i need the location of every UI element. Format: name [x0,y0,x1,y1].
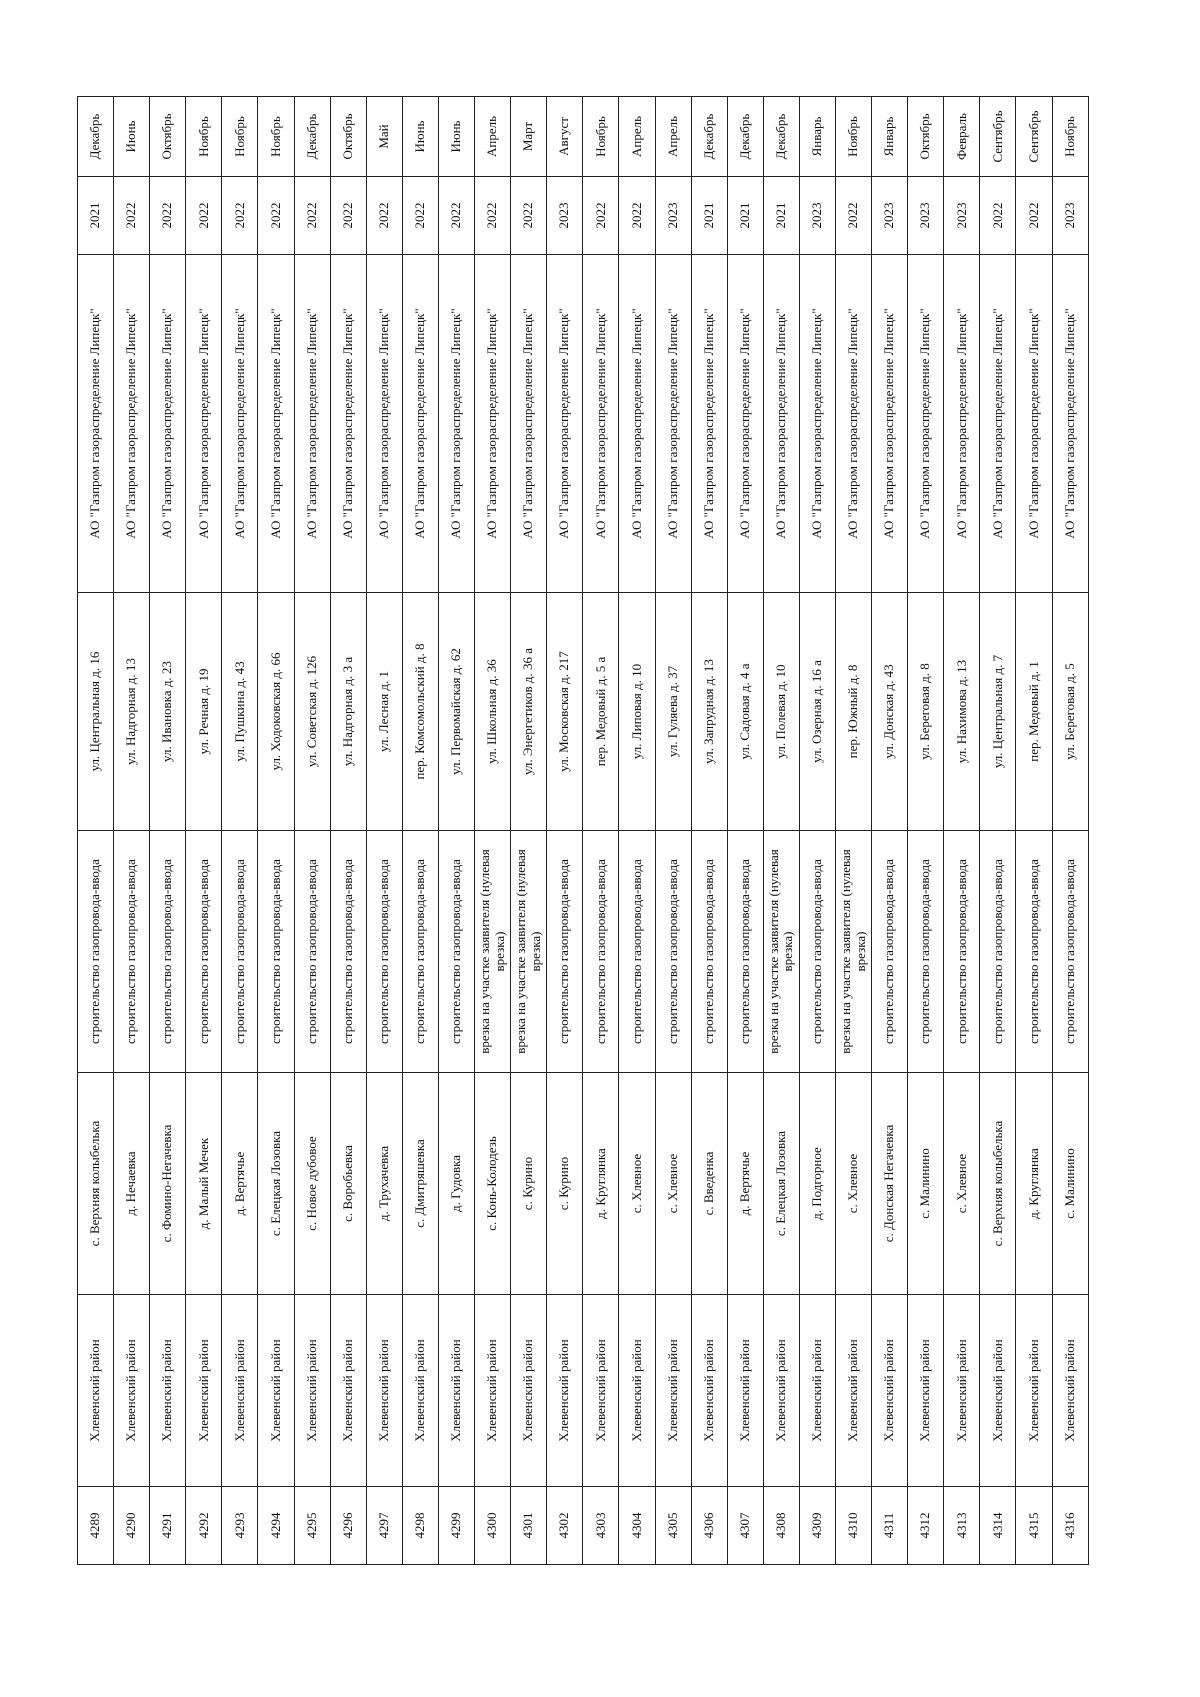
table-row [547,97,583,1565]
year-cell: 2022 [619,177,655,255]
address-cell: ул. Полевая д. 10 [763,593,799,831]
year-cell: 2022 [114,177,150,255]
address-cell: ул. Советская д. 126 [294,593,330,831]
year-cell: 2023 [944,177,980,255]
address-cell: ул. Лесная д. 1 [366,593,402,831]
year-cell: 2021 [763,177,799,255]
month-cell: Май [366,97,402,177]
settlement-cell: д. Малый Мечек [186,1073,222,1295]
table-row [294,97,330,1565]
table-row [511,97,547,1565]
settlement-cell: с. Введенка [691,1073,727,1295]
organization-cell: АО "Газпром газораспределение Липецк" [258,255,294,593]
table-row [980,97,1016,1565]
year-cell: 2021 [727,177,763,255]
settlement-cell: д. Нечаевка [114,1073,150,1295]
address-cell: ул. Надгорная д. 3 а [330,593,366,831]
row-number-cell: 4308 [763,1487,799,1565]
organization-cell: АО "Газпром газораспределение Липецк" [475,255,511,593]
gasification-table [77,96,1089,1565]
row-number-cell: 4310 [835,1487,871,1565]
month-cell: Ноябрь [583,97,619,177]
address-cell: ул. Речная д. 19 [186,593,222,831]
month-cell: Апрель [475,97,511,177]
organization-cell: АО "Газпром газораспределение Липецк" [655,255,691,593]
settlement-cell: с. Новое дубовое [294,1073,330,1295]
settlement-cell: с. Курино [547,1073,583,1295]
address-cell: пер. Комсомольский д. 8 [402,593,438,831]
organization-cell: АО "Газпром газораспределение Липецк" [691,255,727,593]
work-type-cell: строительство газопровода-ввода [1016,831,1052,1073]
table-row [222,97,258,1565]
work-type-cell: врезка на участке заявителя (нулевая врезка) [475,831,511,1073]
year-cell: 2022 [222,177,258,255]
district-cell: Хлевенский район [944,1295,980,1487]
organization-cell: АО "Газпром газораспределение Липецк" [1016,255,1052,593]
month-cell: Декабрь [78,97,114,177]
row-number-cell: 4303 [583,1487,619,1565]
year-cell: 2022 [258,177,294,255]
district-cell: Хлевенский район [222,1295,258,1487]
district-cell: Хлевенский район [655,1295,691,1487]
month-cell: Август [547,97,583,177]
district-cell: Хлевенский район [980,1295,1016,1487]
month-cell: Апрель [655,97,691,177]
year-cell: 2021 [78,177,114,255]
work-type-cell: строительство газопровода-ввода [908,831,944,1073]
settlement-cell: д. Вертячье [222,1073,258,1295]
table-row [402,97,438,1565]
year-cell: 2023 [908,177,944,255]
row-number-cell: 4295 [294,1487,330,1565]
row-number-cell: 4304 [619,1487,655,1565]
month-cell: Ноябрь [835,97,871,177]
table-row [366,97,402,1565]
month-cell: Июнь [114,97,150,177]
table-row [475,97,511,1565]
district-cell: Хлевенский район [511,1295,547,1487]
settlement-cell: с. Курино [511,1073,547,1295]
table-row [944,97,980,1565]
row-number-cell: 4301 [511,1487,547,1565]
settlement-cell: д. Круглянка [583,1073,619,1295]
table-row [330,97,366,1565]
work-type-cell: строительство газопровода-ввода [150,831,186,1073]
row-number-cell: 4309 [799,1487,835,1565]
address-cell: ул. Ивановка д. 23 [150,593,186,831]
work-type-cell: врезка на участке заявителя (нулевая врезка) [511,831,547,1073]
address-cell: ул. Надгорная д. 13 [114,593,150,831]
address-cell: ул. Ходоковская д. 66 [258,593,294,831]
work-type-cell: строительство газопровода-ввода [402,831,438,1073]
organization-cell: АО "Газпром газораспределение Липецк" [150,255,186,593]
district-cell: Хлевенский район [114,1295,150,1487]
month-cell: Апрель [619,97,655,177]
table-row [763,97,799,1565]
organization-cell: АО "Газпром газораспределение Липецк" [583,255,619,593]
address-cell: ул. Озерная д. 16 а [799,593,835,831]
row-number-cell: 4294 [258,1487,294,1565]
row-number-cell: 4305 [655,1487,691,1565]
district-cell: Хлевенский район [475,1295,511,1487]
organization-cell: АО "Газпром газораспределение Липецк" [78,255,114,593]
table-body [78,97,1089,1565]
table-row [691,97,727,1565]
year-cell: 2023 [872,177,908,255]
address-cell: ул. Гуляева д. 37 [655,593,691,831]
work-type-cell: строительство газопровода-ввода [547,831,583,1073]
work-type-cell: врезка на участке заявителя (нулевая врезка) [763,831,799,1073]
settlement-cell: с. Верхняя колыбелька [980,1073,1016,1295]
row-number-cell: 4307 [727,1487,763,1565]
row-number-cell: 4290 [114,1487,150,1565]
settlement-cell: с. Хлевное [619,1073,655,1295]
table-row [186,97,222,1565]
district-cell: Хлевенский район [1052,1295,1088,1487]
district-cell: Хлевенский район [691,1295,727,1487]
row-number-cell: 4291 [150,1487,186,1565]
work-type-cell: строительство газопровода-ввода [330,831,366,1073]
month-cell: Декабрь [691,97,727,177]
year-cell: 2022 [835,177,871,255]
month-cell: Декабрь [294,97,330,177]
year-cell: 2023 [1052,177,1088,255]
row-number-cell: 4298 [402,1487,438,1565]
table-row [835,97,871,1565]
district-cell: Хлевенский район [727,1295,763,1487]
settlement-cell: с. Воробьевка [330,1073,366,1295]
month-cell: Октябрь [908,97,944,177]
settlement-cell: с. Верхняя колыбелька [78,1073,114,1295]
year-cell: 2022 [475,177,511,255]
work-type-cell: строительство газопровода-ввода [1052,831,1088,1073]
address-cell: ул. Нахимова д. 13 [944,593,980,831]
work-type-cell: строительство газопровода-ввода [222,831,258,1073]
address-cell: ул. Береговая д. 8 [908,593,944,831]
work-type-cell: строительство газопровода-ввода [619,831,655,1073]
table-row [1016,97,1052,1565]
row-number-cell: 4312 [908,1487,944,1565]
organization-cell: АО "Газпром газораспределение Липецк" [438,255,474,593]
row-number-cell: 4297 [366,1487,402,1565]
address-cell: ул. Школьная д. 36 [475,593,511,831]
organization-cell: АО "Газпром газораспределение Липецк" [763,255,799,593]
table-row [258,97,294,1565]
organization-cell: АО "Газпром газораспределение Липецк" [547,255,583,593]
district-cell: Хлевенский район [402,1295,438,1487]
district-cell: Хлевенский район [547,1295,583,1487]
organization-cell: АО "Газпром газораспределение Липецк" [872,255,908,593]
organization-cell: АО "Газпром газораспределение Липецк" [799,255,835,593]
work-type-cell: строительство газопровода-ввода [799,831,835,1073]
table-row [438,97,474,1565]
address-cell: ул. Центральная д. 7 [980,593,1016,831]
settlement-cell: д. Гудовка [438,1073,474,1295]
district-cell: Хлевенский район [150,1295,186,1487]
row-number-cell: 4292 [186,1487,222,1565]
settlement-cell: с. Дмитряшевка [402,1073,438,1295]
table-row [655,97,691,1565]
month-cell: Январь [872,97,908,177]
month-cell: Июнь [402,97,438,177]
settlement-cell: д. Вертячье [727,1073,763,1295]
row-number-cell: 4293 [222,1487,258,1565]
row-number-cell: 4289 [78,1487,114,1565]
month-cell: Ноябрь [222,97,258,177]
year-cell: 2022 [366,177,402,255]
organization-cell: АО "Газпром газораспределение Липецк" [1052,255,1088,593]
district-cell: Хлевенский район [78,1295,114,1487]
year-cell: 2023 [799,177,835,255]
address-cell: пер. Южный д. 8 [835,593,871,831]
settlement-cell: д. Круглянка [1016,1073,1052,1295]
month-cell: Март [511,97,547,177]
month-cell: Декабрь [727,97,763,177]
row-number-cell: 4306 [691,1487,727,1565]
settlement-cell: с. Донская Негачевка [872,1073,908,1295]
year-cell: 2022 [294,177,330,255]
district-cell: Хлевенский район [763,1295,799,1487]
year-cell: 2022 [438,177,474,255]
organization-cell: АО "Газпром газораспределение Липецк" [114,255,150,593]
organization-cell: АО "Газпром газораспределение Липецк" [511,255,547,593]
year-cell: 2022 [402,177,438,255]
table-row [1052,97,1088,1565]
row-number-cell: 4314 [980,1487,1016,1565]
address-cell: ул. Энергетиков д. 36 а [511,593,547,831]
row-number-cell: 4315 [1016,1487,1052,1565]
work-type-cell: строительство газопровода-ввода [258,831,294,1073]
settlement-cell: с. Конь-Колодезь [475,1073,511,1295]
settlement-cell: д. Трухачевка [366,1073,402,1295]
month-cell: Сентябрь [1016,97,1052,177]
work-type-cell: строительство газопровода-ввода [872,831,908,1073]
month-cell: Февраль [944,97,980,177]
district-cell: Хлевенский район [438,1295,474,1487]
settlement-cell: с. Малинино [1052,1073,1088,1295]
district-cell: Хлевенский район [908,1295,944,1487]
row-number-cell: 4311 [872,1487,908,1565]
month-cell: Декабрь [763,97,799,177]
row-number-cell: 4313 [944,1487,980,1565]
year-cell: 2022 [1016,177,1052,255]
month-cell: Ноябрь [258,97,294,177]
address-cell: ул. Липовая д. 10 [619,593,655,831]
work-type-cell: строительство газопровода-ввода [727,831,763,1073]
month-cell: Ноябрь [186,97,222,177]
table-row [908,97,944,1565]
district-cell: Хлевенский район [872,1295,908,1487]
district-cell: Хлевенский район [294,1295,330,1487]
district-cell: Хлевенский район [366,1295,402,1487]
organization-cell: АО "Газпром газораспределение Липецк" [727,255,763,593]
work-type-cell: строительство газопровода-ввода [294,831,330,1073]
district-cell: Хлевенский район [186,1295,222,1487]
address-cell: ул. Центральная д. 16 [78,593,114,831]
district-cell: Хлевенский район [835,1295,871,1487]
settlement-cell: с. Хлевное [944,1073,980,1295]
organization-cell: АО "Газпром газораспределение Липецк" [980,255,1016,593]
work-type-cell: врезка на участке заявителя (нулевая врезка) [835,831,871,1073]
work-type-cell: строительство газопровода-ввода [366,831,402,1073]
month-cell: Ноябрь [1052,97,1088,177]
address-cell: пер. Медовый д. 5 а [583,593,619,831]
address-cell: ул. Пушкина д. 43 [222,593,258,831]
row-number-cell: 4299 [438,1487,474,1565]
settlement-cell: с. Хлевное [655,1073,691,1295]
year-cell: 2022 [980,177,1016,255]
organization-cell: АО "Газпром газораспределение Липецк" [330,255,366,593]
table-row [583,97,619,1565]
month-cell: Июнь [438,97,474,177]
table-row [114,97,150,1565]
work-type-cell: строительство газопровода-ввода [114,831,150,1073]
table-row [78,97,114,1565]
work-type-cell: строительство газопровода-ввода [691,831,727,1073]
work-type-cell: строительство газопровода-ввода [78,831,114,1073]
organization-cell: АО "Газпром газораспределение Липецк" [366,255,402,593]
year-cell: 2022 [511,177,547,255]
year-cell: 2023 [655,177,691,255]
rotated-page [77,97,1089,1565]
month-cell: Январь [799,97,835,177]
work-type-cell: строительство газопровода-ввода [655,831,691,1073]
address-cell: ул. Запрудная д. 13 [691,593,727,831]
district-cell: Хлевенский район [258,1295,294,1487]
settlement-cell: с. Елецкая Лозовка [763,1073,799,1295]
address-cell: ул. Донская д. 43 [872,593,908,831]
row-number-cell: 4302 [547,1487,583,1565]
month-cell: Сентябрь [980,97,1016,177]
address-cell: ул. Садовая д. 4 а [727,593,763,831]
settlement-cell: с. Малинино [908,1073,944,1295]
row-number-cell: 4296 [330,1487,366,1565]
table-row [872,97,908,1565]
month-cell: Октябрь [330,97,366,177]
work-type-cell: строительство газопровода-ввода [944,831,980,1073]
work-type-cell: строительство газопровода-ввода [583,831,619,1073]
address-cell: ул. Береговая д. 5 [1052,593,1088,831]
year-cell: 2022 [583,177,619,255]
year-cell: 2022 [330,177,366,255]
organization-cell: АО "Газпром газораспределение Липецк" [835,255,871,593]
row-number-cell: 4316 [1052,1487,1088,1565]
address-cell: ул. Первомайская д. 62 [438,593,474,831]
settlement-cell: д. Подгорное [799,1073,835,1295]
month-cell: Октябрь [150,97,186,177]
district-cell: Хлевенский район [1016,1295,1052,1487]
organization-cell: АО "Газпром газораспределение Липецк" [402,255,438,593]
organization-cell: АО "Газпром газораспределение Липецк" [944,255,980,593]
table-row [799,97,835,1565]
work-type-cell: строительство газопровода-ввода [980,831,1016,1073]
address-cell: пер. Медовый д. 1 [1016,593,1052,831]
work-type-cell: строительство газопровода-ввода [186,831,222,1073]
district-cell: Хлевенский район [619,1295,655,1487]
organization-cell: АО "Газпром газораспределение Липецк" [908,255,944,593]
settlement-cell: с. Хлевное [835,1073,871,1295]
organization-cell: АО "Газпром газораспределение Липецк" [619,255,655,593]
district-cell: Хлевенский район [583,1295,619,1487]
address-cell: ул. Московская д. 217 [547,593,583,831]
table-row [619,97,655,1565]
year-cell: 2022 [150,177,186,255]
table-row [727,97,763,1565]
work-type-cell: строительство газопровода-ввода [438,831,474,1073]
district-cell: Хлевенский район [799,1295,835,1487]
organization-cell: АО "Газпром газораспределение Липецк" [222,255,258,593]
year-cell: 2022 [186,177,222,255]
row-number-cell: 4300 [475,1487,511,1565]
year-cell: 2023 [547,177,583,255]
district-cell: Хлевенский район [330,1295,366,1487]
organization-cell: АО "Газпром газораспределение Липецк" [186,255,222,593]
table-row [150,97,186,1565]
year-cell: 2021 [691,177,727,255]
settlement-cell: с. Фомино-Негачевка [150,1073,186,1295]
organization-cell: АО "Газпром газораспределение Липецк" [294,255,330,593]
settlement-cell: с. Елецкая Лозовка [258,1073,294,1295]
